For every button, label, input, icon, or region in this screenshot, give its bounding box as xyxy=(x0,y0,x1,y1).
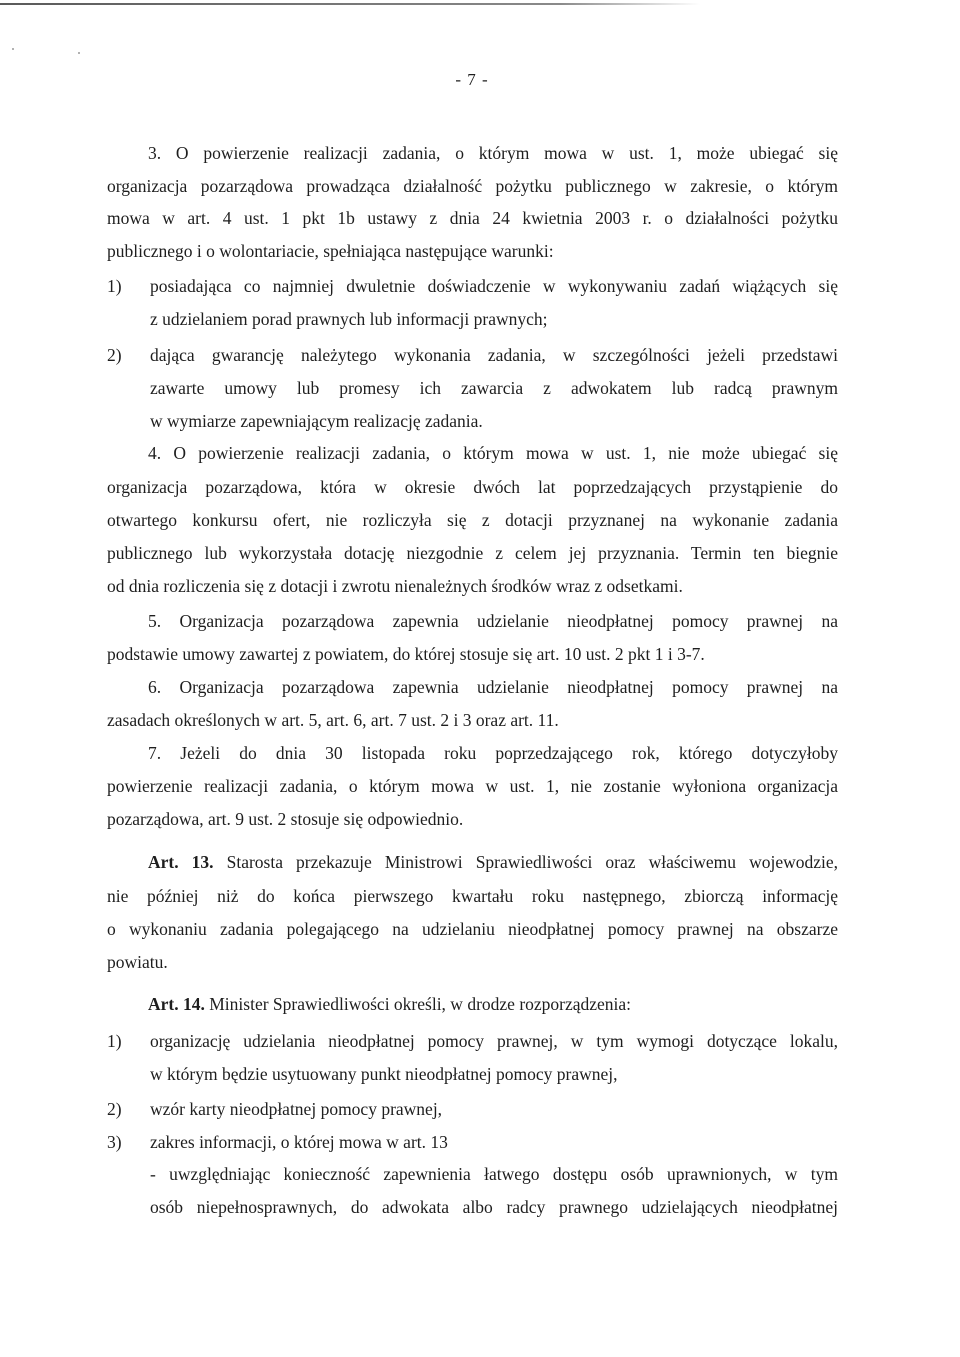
para4-line-1: 4. O powierzenie realizacji zadania, o którym mowa w ust. 1, nie może ubiegać się xyxy=(148,443,838,463)
para7-line-2: powierzenie realizacji zadania, o którym mowa w ust. 1, nie zostanie wyłoniona organizacja xyxy=(107,776,838,796)
para3-line-3: mowa w art. 4 ust. 1 pkt 1b ustawy z dnia 24 kwietnia 2003 r. o działalności pożytku xyxy=(107,208,838,228)
para3-item2-line-1: dająca gwarancję należytego wykonania zadania, w szczególności jeżeli przedstawi xyxy=(150,345,838,365)
art14-item1-line-2: w którym będzie usytuowany punkt nieodpłatnej pomocy prawnej, xyxy=(150,1064,618,1084)
art13-first-line xyxy=(148,851,838,873)
para5-line-1: 5. Organizacja pozarządowa zapewnia udzielanie nieodpłatnej pomocy prawnej na xyxy=(148,611,838,631)
para3-item1-line-1: posiadająca co najmniej dwuletnie doświadczenie w wykonywaniu zadań wiążących się xyxy=(150,276,838,296)
list-marker: 3) xyxy=(107,1132,122,1152)
list-marker: 1) xyxy=(107,1031,122,1051)
para4-line-2: organizacja pozarządowa, która w okresie dwóch lat poprzedzających przystąpienie do xyxy=(107,477,838,497)
para3-line-2: organizacja pozarządowa prowadząca działalność pożytku publicznego w zakresie, o którym xyxy=(107,176,838,196)
scan-speck xyxy=(12,48,14,50)
para4-line-4: publicznego lub wykorzystała dotację niezgodnie z celem jej przyznania. Termin ten biegnie xyxy=(107,543,838,563)
art14-item1-line-1: organizację udzielania nieodpłatnej pomocy prawnej, w tym wymogi dotyczące lokalu, xyxy=(150,1031,838,1051)
art14-first-line-text: Minister Sprawiedliwości określi, w drodze rozporządzenia: xyxy=(209,994,632,1014)
para7-line-3: pozarządowa, art. 9 ust. 2 stosuje się odpowiednio. xyxy=(107,809,464,829)
art14-tail-line-2: osób niepełnosprawnych, do adwokata albo radcy prawnego udzielających nieodpłatnej xyxy=(150,1197,838,1217)
para4-line-3: otwartego konkursu ofert, nie rozliczyła się z dotacji przyznanej na wykonanie zadania xyxy=(107,510,838,530)
para3-item2-line-3: w wymiarze zapewniającym realizację zadania. xyxy=(150,411,483,431)
art14-label: Art. 14. xyxy=(148,994,205,1014)
art13-line-2: nie później niż do końca pierwszego kwartału roku następnego, zbiorczą informację xyxy=(107,886,838,906)
art14-tail-line-1: - uwzględniając konieczność zapewnienia łatwego dostępu osób uprawnionych, w tym xyxy=(150,1164,838,1184)
para3-line-4: publicznego i o wolontariacie, spełniająca następujące warunki: xyxy=(107,241,554,261)
art13-label: Art. 13. xyxy=(148,852,214,872)
para7-line-1: 7. Jeżeli do dnia 30 listopada roku poprzedzającego rok, którego dotyczyłoby xyxy=(148,743,838,763)
art14-first-line xyxy=(148,993,631,1015)
art13-line-3: o wykonaniu zadania polegającego na udzielaniu nieodpłatnej pomocy prawnej na obszarze xyxy=(107,919,838,939)
scan-speck xyxy=(78,52,80,54)
para3-item2-line-2: zawarte umowy lub promesy ich zawarcia z adwokatem lub radcą prawnym xyxy=(150,378,838,398)
para3-item1-line-2: z udzielaniem porad prawnych lub informacji prawnych; xyxy=(150,309,548,329)
list-marker: 1) xyxy=(107,276,122,296)
page-number: - 7 - xyxy=(455,70,489,89)
art13-line-4: powiatu. xyxy=(107,952,168,972)
art14-item3-line-1: zakres informacji, o której mowa w art. 13 xyxy=(150,1132,448,1152)
para4-line-5: od dnia rozliczenia się z dotacji i zwrotu nienależnych środków wraz z odsetkami. xyxy=(107,576,683,596)
para6-line-2: zasadach określonych w art. 5, art. 6, art. 7 ust. 2 i 3 oraz art. 11. xyxy=(107,710,559,730)
art14-item2-line-1: wzór karty nieodpłatnej pomocy prawnej, xyxy=(150,1099,443,1119)
para6-line-1: 6. Organizacja pozarządowa zapewnia udzielanie nieodpłatnej pomocy prawnej na xyxy=(148,677,838,697)
para5-line-2: podstawie umowy zawartej z powiatem, do której stosuje się art. 10 ust. 2 pkt 1 i 3-7. xyxy=(107,644,705,664)
list-marker: 2) xyxy=(107,345,122,365)
art13-first-line-text: Starosta przekazuje Ministrowi Sprawiedliwości oraz właściwemu wojewodzie, xyxy=(226,852,839,872)
para3-line-1: 3. O powierzenie realizacji zadania, o którym mowa w ust. 1, może ubiegać się xyxy=(148,143,838,163)
scan-edge-line xyxy=(0,3,700,5)
list-marker: 2) xyxy=(107,1099,122,1119)
